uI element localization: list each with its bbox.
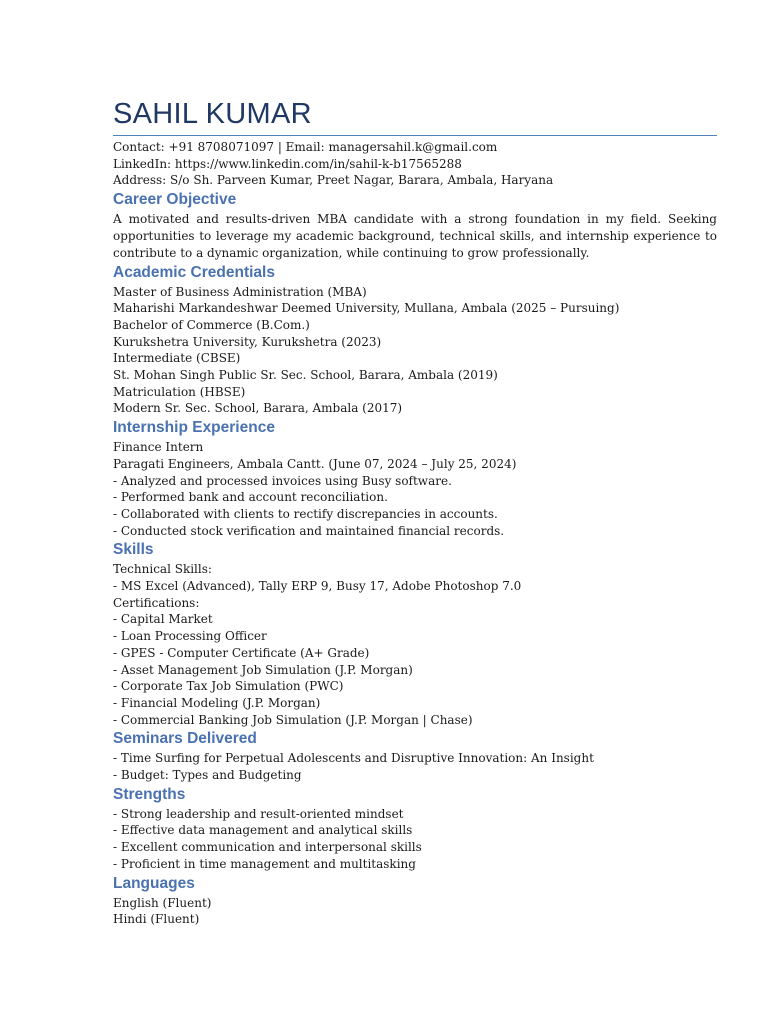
- section-heading: Skills: [113, 541, 154, 559]
- list-item: - Effective data management and analytical skills: [113, 823, 413, 838]
- list-item: - Performed bank and account reconciliation.: [113, 490, 388, 505]
- section-academic-credentials: [113, 263, 717, 418]
- list-item: - Financial Modeling (J.P. Morgan): [113, 695, 321, 710]
- list-item: - Proficient in time management and multitasking: [113, 856, 416, 871]
- section-languages: [113, 874, 717, 928]
- contact-address: Address: S/o Sh. Parveen Kumar, Preet Nagar, Barara, Ambala, Haryana: [113, 173, 554, 188]
- section-career-objective: [113, 190, 717, 261]
- list-item: Paragati Engineers, Ambala Cantt. (June 07, 2024 – July 25, 2024): [113, 456, 517, 471]
- contact-linkedin: LinkedIn: https://www.linkedin.com/in/sahil-k-b17565288: [113, 156, 462, 171]
- list-item: Bachelor of Commerce (B.Com.): [113, 317, 310, 332]
- list-item: - Capital Market: [113, 612, 213, 627]
- contact-phone-email: Contact: +91 8708071097 | Email: managersahil.k@gmail.com: [113, 140, 498, 154]
- list-item: St. Mohan Singh Public Sr. Sec. School, Barara, Ambala (2019): [113, 368, 498, 383]
- list-item: - GPES - Computer Certificate (A+ Grade): [113, 645, 370, 660]
- career-objective-text: A motivated and results-driven MBA candidate with a strong foundation in my field. Seeking opportunities to leverage my academic background, technical skills, and internship experience to contribute to a dynamic organization, while continuing to grow professionally.: [113, 212, 717, 260]
- contact-block: [113, 139, 717, 189]
- section-heading: Strengths: [113, 785, 186, 803]
- list-item: Hindi (Fluent): [113, 912, 200, 927]
- list-item: Matriculation (HBSE): [113, 384, 246, 399]
- section-internship-experience: [113, 418, 717, 539]
- list-item: - Commercial Banking Job Simulation (J.P. Morgan | Chase): [113, 712, 473, 727]
- list-item: - Collaborated with clients to rectify discrepancies in accounts.: [113, 506, 498, 521]
- list-item: - Strong leadership and result-oriented mindset: [113, 806, 404, 821]
- list-item: - Time Surfing for Perpetual Adolescents and Disruptive Innovation: An Insight: [113, 751, 594, 766]
- list-item: Kurukshetra University, Kurukshetra (2023): [113, 334, 382, 349]
- section-heading: Seminars Delivered: [113, 730, 257, 748]
- section-heading: Languages: [113, 874, 195, 892]
- list-item: - Asset Management Job Simulation (J.P. Morgan): [113, 662, 413, 677]
- section-heading: Internship Experience: [113, 419, 275, 437]
- list-item: Finance Intern: [113, 440, 204, 455]
- candidate-name: SAHIL KUMAR: [113, 98, 312, 130]
- list-item: - Loan Processing Officer: [113, 629, 267, 644]
- list-item: - MS Excel (Advanced), Tally ERP 9, Busy 17, Adobe Photoshop 7.0: [113, 579, 522, 594]
- list-item: - Budget: Types and Budgeting: [113, 768, 302, 783]
- section-heading: Academic Credentials: [113, 263, 275, 281]
- list-item: - Conducted stock verification and maintained financial records.: [113, 523, 505, 538]
- list-item: - Analyzed and processed invoices using Busy software.: [113, 473, 452, 488]
- section-seminars-delivered: [113, 729, 717, 783]
- list-item: Technical Skills:: [113, 562, 212, 577]
- list-item: English (Fluent): [113, 895, 212, 910]
- section-skills: [113, 540, 717, 728]
- list-item: Modern Sr. Sec. School, Barara, Ambala (2017): [113, 401, 403, 416]
- title-divider: [113, 135, 717, 136]
- list-item: Master of Business Administration (MBA): [113, 284, 367, 299]
- section-heading: Career Objective: [113, 191, 237, 209]
- list-item: Intermediate (CBSE): [113, 351, 241, 366]
- resume-page: [113, 96, 717, 928]
- list-item: - Excellent communication and interpersonal skills: [113, 840, 422, 855]
- list-item: - Corporate Tax Job Simulation (PWC): [113, 679, 344, 694]
- list-item: Maharishi Markandeshwar Deemed University, Mullana, Ambala (2025 – Pursuing): [113, 301, 620, 316]
- list-item: Certifications:: [113, 595, 200, 610]
- section-strengths: [113, 785, 717, 873]
